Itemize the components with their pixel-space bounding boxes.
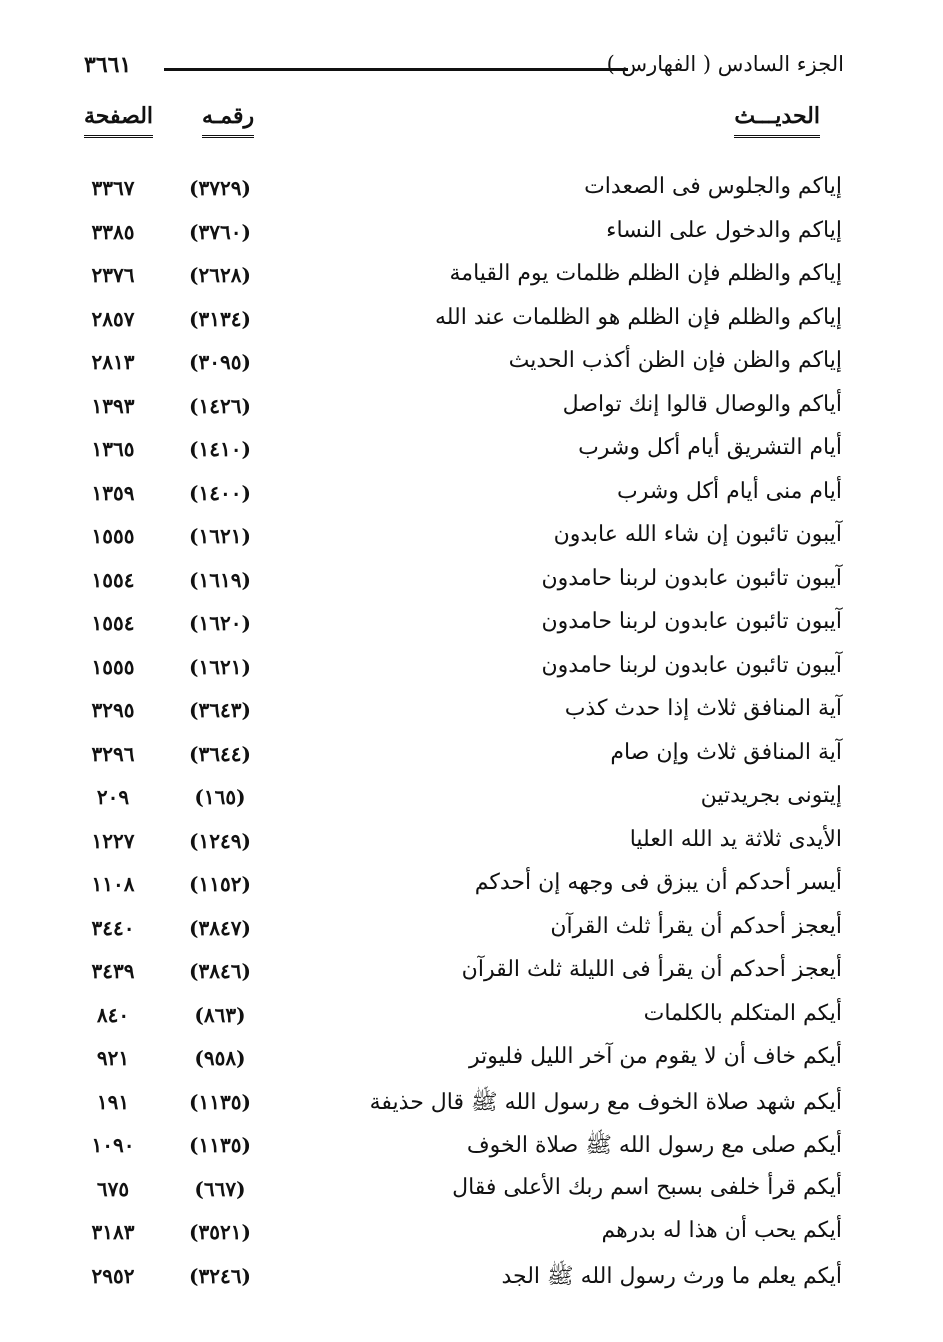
list-item xyxy=(84,259,842,303)
hadith-text: إيتونى بجريدتين xyxy=(700,783,842,808)
hadith-number: (٣٥٢١) xyxy=(189,1220,251,1244)
hadith-number: (٣٧٢٩) xyxy=(189,176,251,200)
list-item xyxy=(84,390,842,434)
hadith-index-list xyxy=(84,172,842,1303)
hadith-text: آية المنافق ثلاث إذا حدث كذب xyxy=(564,696,842,721)
hadith-number: (٣٦٤٤) xyxy=(189,741,251,766)
hadith-text: أيكم يعلم ما ورث رسول الله ﷺ الجد xyxy=(501,1263,842,1289)
page-header xyxy=(84,52,844,92)
page-reference: ١٥٥٤ xyxy=(91,611,135,635)
page-reference: ٣٣٨٥ xyxy=(91,219,135,244)
running-title: الجزء السادس ( الفهارس ) xyxy=(606,52,844,76)
page-reference: ٢٩٥٢ xyxy=(91,1263,135,1288)
column-headers xyxy=(84,103,836,149)
page-reference: ١٠٩٠ xyxy=(91,1133,135,1157)
hadith-text: أيعجز أحدكم أن يقرأ ثلث القرآن xyxy=(550,913,842,939)
hadith-number: (٣٠٩٥) xyxy=(189,350,251,374)
list-item xyxy=(84,1260,842,1304)
column-header-hadith: الحديـــث xyxy=(734,103,820,138)
hadith-number: (١١٣٥) xyxy=(189,1089,251,1114)
page-reference: ٣٤٤٠ xyxy=(91,915,135,940)
page-reference: ١٣٩٣ xyxy=(91,393,135,418)
hadith-number: (٣٨٤٦) xyxy=(189,959,251,983)
list-item xyxy=(84,520,842,564)
hadith-number: (١٦٢٠) xyxy=(189,611,251,635)
page-reference: ٣٢٩٥ xyxy=(91,698,135,722)
hadith-text: أيكم خاف أن لا يقوم من آخر الليل فليوتر xyxy=(469,1044,842,1069)
list-item xyxy=(84,564,842,608)
page-reference: ٢٣٧٦ xyxy=(91,263,135,287)
list-item xyxy=(84,607,842,651)
list-item xyxy=(84,912,842,956)
hadith-text: أيكم يحب أن هذا له بدرهم xyxy=(601,1218,842,1243)
hadith-number: (١٤٢٦) xyxy=(189,393,251,418)
page-reference: ١٣٦٥ xyxy=(91,437,135,461)
hadith-text: إياكم والجلوس فى الصعدات xyxy=(584,174,842,199)
list-item xyxy=(84,738,842,782)
page-reference: ٣٣٦٧ xyxy=(91,176,135,200)
page-reference: ٨٤٠ xyxy=(96,1002,130,1027)
list-item xyxy=(84,1129,842,1173)
page-reference: ١٩١ xyxy=(96,1089,130,1114)
hadith-text: آيبون تائبون إن شاء الله عابدون xyxy=(553,522,842,547)
hadith-text: أيام منى أيام أكل وشرب xyxy=(616,478,842,504)
page-reference: ٢٨١٣ xyxy=(91,350,135,374)
list-item xyxy=(84,1042,842,1086)
header-rule xyxy=(164,68,628,71)
hadith-number: (٩٥٨) xyxy=(194,1046,246,1070)
page-reference: ١٣٥٩ xyxy=(91,480,135,505)
hadith-text: أيام التشريق أيام أكل وشرب xyxy=(578,435,842,460)
list-item xyxy=(84,172,842,216)
hadith-text: أيكم شهد صلاة الخوف مع رسول الله ﷺ قال حذيفة xyxy=(369,1089,842,1115)
hadith-text: أيكم قرأ خلفى بسبح اسم ربك الأعلى فقال xyxy=(452,1174,842,1200)
list-item xyxy=(84,477,842,521)
list-item xyxy=(84,651,842,695)
hadith-text: أيسر أحدكم أن يبزق فى وجهه إن أحدكم xyxy=(474,870,842,895)
hadith-number: (١٤١٠) xyxy=(189,437,251,461)
page-reference: ١٢٢٧ xyxy=(91,828,135,853)
hadith-text: آيبون تائبون عابدون لربنا حامدون xyxy=(541,609,842,634)
hadith-number: (١٤٠٠) xyxy=(189,480,251,505)
page-reference: ٢٠٩ xyxy=(96,785,130,809)
hadith-text: أيعجز أحدكم أن يقرأ فى الليلة ثلث القرآن xyxy=(461,957,842,982)
page-reference: ١٥٥٥ xyxy=(91,654,135,679)
page-reference: ١٥٥٥ xyxy=(91,524,135,548)
column-header-page: الصفحة xyxy=(84,103,153,138)
list-item xyxy=(84,433,842,477)
page-number: ٣٦٦١ xyxy=(84,52,132,78)
list-item xyxy=(84,1173,842,1217)
page-reference: ٣٤٣٩ xyxy=(91,959,135,983)
list-item xyxy=(84,1086,842,1130)
list-item xyxy=(84,216,842,260)
column-header-number: رقمـه xyxy=(202,103,254,138)
page-reference: ٦٧٥ xyxy=(96,1176,130,1201)
hadith-number: (٦٦٧) xyxy=(194,1176,246,1201)
hadith-number: (٣١٣٤) xyxy=(189,306,251,331)
hadith-number: (١٢٤٩) xyxy=(189,828,251,853)
hadith-text: إياكم والدخول على النساء xyxy=(606,217,842,243)
list-item xyxy=(84,999,842,1043)
hadith-text: أيكم المتكلم بالكلمات xyxy=(643,1000,842,1026)
hadith-number: (٣٦٤٣) xyxy=(189,698,251,722)
hadith-number: (٣٢٤٦) xyxy=(189,1263,251,1288)
hadith-text: إياكم والظلم فإن الظلم ظلمات يوم القيامة xyxy=(449,261,842,286)
page-reference: ١١٠٨ xyxy=(91,872,135,896)
page-reference: ٢٨٥٧ xyxy=(91,306,135,331)
hadith-number: (١٦١٩) xyxy=(189,567,251,592)
page-reference: ٣٢٩٦ xyxy=(91,741,135,766)
page-reference: ٩٢١ xyxy=(96,1046,130,1070)
hadith-text: إياكم والظلم فإن الظلم هو الظلمات عند الله xyxy=(434,304,842,330)
hadith-number: (١٦٢١) xyxy=(189,654,251,679)
hadith-number: (٣٧٦٠) xyxy=(189,219,251,244)
hadith-number: (١٦٢١) xyxy=(189,524,251,548)
list-item xyxy=(84,694,842,738)
list-item xyxy=(84,781,842,825)
list-item xyxy=(84,825,842,869)
hadith-text: إياكم والظن فإن الظن أكذب الحديث xyxy=(508,348,842,373)
hadith-number: (١١٣٥) xyxy=(189,1133,251,1157)
hadith-number: (٢٦٢٨) xyxy=(189,263,251,287)
hadith-text: آيبون تائبون عابدون لربنا حامدون xyxy=(541,652,842,678)
list-item xyxy=(84,868,842,912)
hadith-number: (١١٥٢) xyxy=(189,872,251,896)
list-item xyxy=(84,1216,842,1260)
hadith-text: الأيدى ثلاثة يد الله العليا xyxy=(629,826,842,852)
page-reference: ١٥٥٤ xyxy=(91,567,135,592)
page-reference: ٣١٨٣ xyxy=(91,1220,135,1244)
hadith-text: أيكم صلى مع رسول الله ﷺ صلاة الخوف xyxy=(466,1133,842,1158)
hadith-text: آيبون تائبون عابدون لربنا حامدون xyxy=(541,565,842,591)
hadith-number: (٣٨٤٧) xyxy=(189,915,251,940)
hadith-number: (١٦٥) xyxy=(194,785,246,809)
list-item xyxy=(84,346,842,390)
list-item xyxy=(84,955,842,999)
hadith-text: أياكم والوصال قالوا إنك تواصل xyxy=(562,391,842,417)
hadith-text: آية المنافق ثلاث وإن صام xyxy=(610,739,842,765)
hadith-number: (٨٦٣) xyxy=(194,1002,246,1027)
list-item xyxy=(84,303,842,347)
